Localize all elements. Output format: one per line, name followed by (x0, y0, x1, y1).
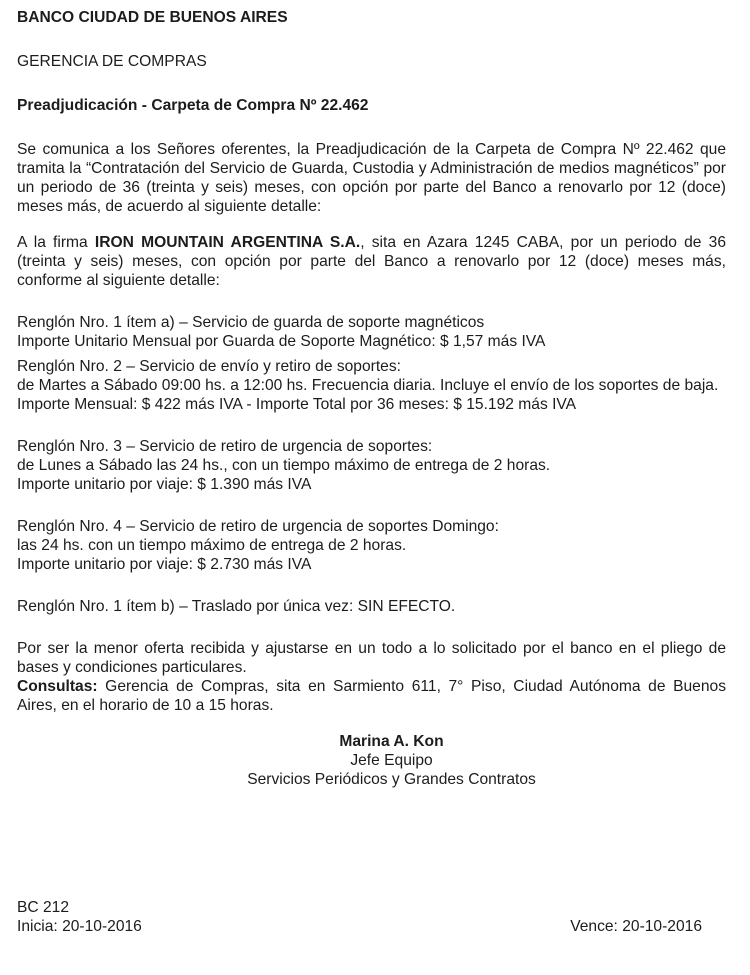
start-date: Inicia: 20-10-2016 (17, 918, 142, 935)
item-line: Importe unitario por viaje: $ 2.730 más IVA (17, 556, 312, 573)
consultas-label: Consultas: (17, 678, 98, 695)
signer-name: Marina A. Kon (339, 733, 444, 750)
consultas-paragraph (17, 677, 726, 715)
item-title: Renglón Nro. 4 – Servicio de retiro de urgencia de soportes Domingo: (17, 518, 499, 535)
department-name: GERENCIA DE COMPRAS (17, 53, 207, 70)
document-title: Preadjudicación - Carpeta de Compra Nº 22.462 (17, 97, 369, 114)
item-title: Renglón Nro. 3 – Servicio de retiro de urgencia de soportes: (17, 438, 433, 455)
item-block (17, 313, 726, 351)
end-date: Vence: 20-10-2016 (570, 918, 702, 935)
item-title: Renglón Nro. 1 ítem a) – Servicio de guarda de soporte magnéticos (17, 314, 485, 331)
footer-dates (17, 917, 702, 936)
bank-name: BANCO CIUDAD DE BUENOS AIRES (17, 9, 288, 26)
item-block (17, 437, 726, 494)
reason-paragraph: Por ser la menor oferta recibida y ajustarse en un todo a lo solicitado por el banco en el pliego de bases y condiciones particulares. (17, 640, 726, 676)
award-paragraph (17, 233, 726, 290)
footer (17, 898, 702, 936)
awarded-firm: IRON MOUNTAIN ARGENTINA S.A. (94, 234, 361, 251)
item-title: Renglón Nro. 2 – Servicio de envío y retiro de soportes: (17, 358, 401, 375)
bulletin-code: BC 212 (17, 899, 70, 916)
item-title: Renglón Nro. 1 ítem b) – Traslado por única vez: SIN EFECTO. (17, 598, 456, 615)
item-block (17, 517, 726, 574)
award-prefix: A la firma (17, 234, 95, 251)
item-line: Importe unitario por viaje: $ 1.390 más IVA (17, 476, 312, 493)
signer-unit: Servicios Periódicos y Grandes Contratos (247, 771, 536, 788)
item-line: Importe Mensual: $ 422 más IVA - Importe Total por 36 meses: $ 15.192 más IVA (17, 396, 577, 413)
item-block (17, 597, 726, 616)
signature-block (17, 732, 726, 789)
intro-paragraph: Se comunica a los Señores oferentes, la Preadjudicación de la Carpeta de Compra Nº 22.462 que tramita la “Contratación del Servicio de Guarda, Custodia y Administración de medios magnéticos” por un periodo de 36 (treinta y seis) meses, con opción por parte del Banco a renovarlo por 12 (doce) meses más, de acuerdo al siguiente detalle: (17, 141, 726, 215)
item-line: Importe Unitario Mensual por Guarda de Soporte Magnético: $ 1,57 más IVA (17, 333, 546, 350)
item-line: de Martes a Sábado 09:00 hs. a 12:00 hs. Frecuencia diaria. Incluye el envío de los soportes de baja. (17, 377, 719, 394)
item-line: de Lunes a Sábado las 24 hs., con un tiempo máximo de entrega de 2 horas. (17, 457, 551, 474)
award-rest: , sita en Azara 1245 CABA, por un periodo de 36 (treinta y seis) meses, con opción por parte del Banco a renovarlo por 12 (doce) meses más, conforme al siguiente detalle: (17, 234, 726, 289)
signer-role: Jefe Equipo (350, 752, 433, 769)
consultas-text: Gerencia de Compras, sita en Sarmiento 611, 7° Piso, Ciudad Autónoma de Buenos Aires, en el horario de 10 a 15 horas. (17, 678, 726, 714)
item-line: las 24 hs. con un tiempo máximo de entrega de 2 horas. (17, 537, 407, 554)
item-block (17, 357, 726, 414)
